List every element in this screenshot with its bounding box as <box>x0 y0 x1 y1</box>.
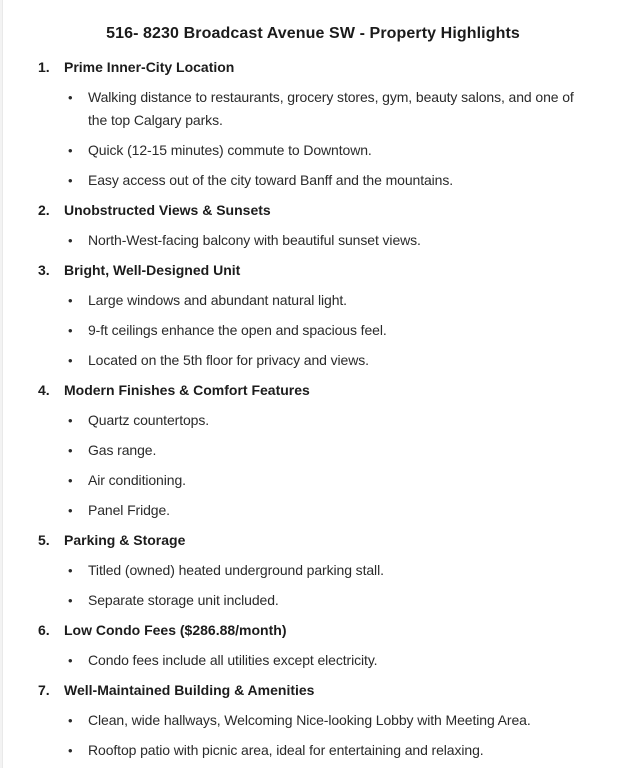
list-item <box>0 709 626 732</box>
list-number: 5. <box>38 532 50 548</box>
list-number: 7. <box>38 682 50 698</box>
bullet-icon: • <box>68 413 73 428</box>
bullet-icon: • <box>68 90 73 105</box>
bullet-icon: • <box>68 323 73 338</box>
section-heading-text: Unobstructed Views & Sunsets <box>64 202 271 218</box>
list-item <box>0 469 626 492</box>
bullet-icon: • <box>68 143 73 158</box>
list-item <box>0 349 626 372</box>
section-heading <box>0 199 626 222</box>
bullet-icon: • <box>68 653 73 668</box>
list-item <box>0 559 626 582</box>
section-heading <box>0 679 626 702</box>
section-heading-text: Bright, Well-Designed Unit <box>64 262 241 278</box>
list-item <box>0 289 626 312</box>
list-item <box>0 409 626 432</box>
bullet-text: Condo fees include all utilities except electricity. <box>88 652 378 668</box>
bullet-icon: • <box>68 743 73 758</box>
bullet-icon: • <box>68 293 73 308</box>
list-item <box>0 739 626 762</box>
bullet-icon: • <box>68 443 73 458</box>
list-item <box>0 229 626 252</box>
bullet-text: Rooftop patio with picnic area, ideal for entertaining and relaxing. <box>88 742 484 758</box>
bullet-icon: • <box>68 713 73 728</box>
bullet-icon: • <box>68 353 73 368</box>
bullet-text: Easy access out of the city toward Banff and the mountains. <box>88 172 454 188</box>
list-item <box>0 499 626 522</box>
bullet-text: Quartz countertops. <box>88 412 210 428</box>
section-heading-text: Well-Maintained Building & Amenities <box>64 682 315 698</box>
section-heading <box>0 379 626 402</box>
section-heading-text: Low Condo Fees ($286.88/month) <box>64 622 287 638</box>
bullet-text: Separate storage unit included. <box>88 592 279 608</box>
bullet-text: Large windows and abundant natural light. <box>88 292 347 308</box>
list-item <box>0 169 626 192</box>
list-number: 3. <box>38 262 50 278</box>
bullet-icon: • <box>68 503 73 518</box>
section-heading-text: Modern Finishes & Comfort Features <box>64 382 310 398</box>
bullet-icon: • <box>68 563 73 578</box>
section-heading <box>0 619 626 642</box>
bullet-text: Air conditioning. <box>88 472 186 488</box>
list-item <box>0 439 626 462</box>
list-number: 6. <box>38 622 50 638</box>
list-item <box>0 589 626 612</box>
section-heading <box>0 259 626 282</box>
bullet-icon: • <box>68 593 73 608</box>
list-number: 1. <box>38 59 50 75</box>
section-heading-text: Prime Inner-City Location <box>64 59 235 75</box>
list-number: 2. <box>38 202 50 218</box>
bullet-text: Quick (12-15 minutes) commute to Downtown. <box>88 142 372 158</box>
bullet-text: Panel Fridge. <box>88 502 170 518</box>
list-item <box>0 649 626 672</box>
section-heading <box>0 529 626 552</box>
bullet-text: Located on the 5th floor for privacy and views. <box>88 352 369 368</box>
bullet-icon: • <box>68 233 73 248</box>
section-heading-text: Parking & Storage <box>64 532 186 548</box>
list-item <box>0 319 626 342</box>
bullet-text: 9-ft ceilings enhance the open and spacious feel. <box>88 322 387 338</box>
list-number: 4. <box>38 382 50 398</box>
bullet-text: Gas range. <box>88 442 157 458</box>
bullet-text: Clean, wide hallways, Welcoming Nice-looking Lobby with Meeting Area. <box>88 712 531 728</box>
bullet-text: Walking distance to restaurants, grocery stores, gym, beauty salons, and one of the top Calgary parks. <box>88 89 574 128</box>
list-item <box>0 86 626 132</box>
section-heading <box>0 56 626 79</box>
list-item <box>0 139 626 162</box>
bullet-text: North-West-facing balcony with beautiful sunset views. <box>88 232 421 248</box>
bullet-icon: • <box>68 473 73 488</box>
bullet-icon: • <box>68 173 73 188</box>
document-title: 516- 8230 Broadcast Avenue SW - Property Highlights <box>106 25 520 42</box>
bullet-text: Titled (owned) heated underground parking stall. <box>88 562 384 578</box>
